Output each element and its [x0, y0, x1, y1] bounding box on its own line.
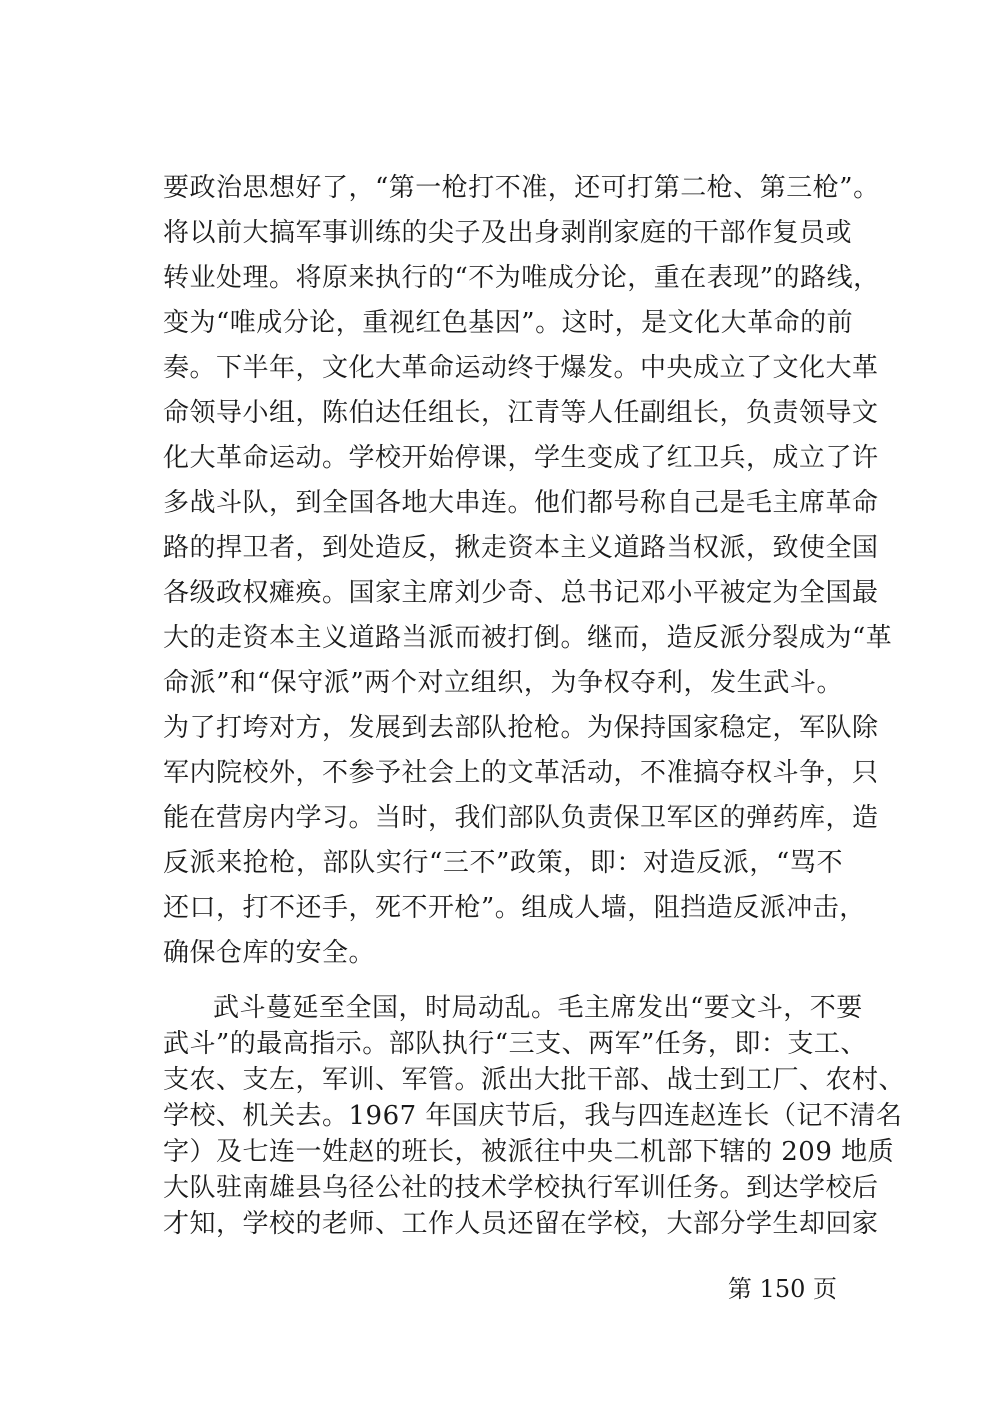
- text-line: 才知，学校的老师、工作人员还留在学校，大部分学生却回家: [163, 1209, 879, 1239]
- text-line: 军内院校外，不参予社会上的文革活动，不准搞夺权斗争，只: [163, 758, 879, 788]
- text-line: 转业处理。将原来执行的“不为唯成分论，重在表现”的路线，: [163, 263, 880, 293]
- text-line: 路的捍卫者，到处造反，揪走资本主义道路当权派，致使全国: [163, 533, 879, 563]
- text-line: 命派”和“保守派”两个对立组织，为争权夺利，发生武斗。: [163, 668, 843, 698]
- text-line: 字）及七连一姓赵的班长，被派往中央二机部下辖的 209 地质: [163, 1137, 895, 1167]
- page-number: 第 150 页: [727, 1275, 837, 1303]
- text-line: 学校、机关去。1967 年国庆节后，我与四连赵连长（记不清名: [163, 1101, 903, 1131]
- text-line: 武斗”的最高指示。部队执行“三支、两军”任务，即：支工、: [163, 1029, 867, 1059]
- text-line: 化大革命运动。学校开始停课，学生变成了红卫兵，成立了许: [163, 443, 879, 473]
- text-line: 大的走资本主义道路当派而被打倒。继而，造反派分裂成为“革: [163, 623, 893, 653]
- text-line: 还口，打不还手，死不开枪”。组成人墙，阻挡造反派冲击，: [163, 893, 866, 923]
- text-line: 支农、支左，军训、军管。派出大批干部、战士到工厂、农村、: [163, 1065, 906, 1095]
- text-line: 武斗蔓延至全国，时局动乱。毛主席发出“要文斗，不要: [213, 993, 863, 1023]
- text-line: 能在营房内学习。当时，我们部队负责保卫军区的弹药库，造: [163, 803, 879, 833]
- text-line: 要政治思想好了，“第一枪打不准，还可打第二枪、第三枪”。: [163, 173, 880, 203]
- text-line: 各级政权瘫痪。国家主席刘少奇、总书记邓小平被定为全国最: [163, 578, 879, 608]
- text-line: 奏。下半年，文化大革命运动终于爆发。中央成立了文化大革: [163, 353, 879, 383]
- text-line: 命领导小组，陈伯达任组长，江青等人任副组长，负责领导文: [163, 398, 879, 428]
- text-line: 为了打垮对方，发展到去部队抢枪。为保持国家稳定，军队除: [163, 713, 879, 743]
- text-line: 反派来抢枪，部队实行“三不”政策，即：对造反派，“骂不: [163, 848, 843, 878]
- text-line: 确保仓库的安全。: [163, 938, 376, 968]
- text-line: 变为“唯成分论，重视红色基因”。这时，是文化大革命的前: [163, 308, 854, 338]
- text-line: 将以前大搞军事训练的尖子及出身剥削家庭的干部作复员或: [163, 218, 853, 248]
- text-line: 多战斗队，到全国各地大串连。他们都号称自己是毛主席革命: [163, 488, 879, 518]
- text-line: 大队驻南雄县乌径公社的技术学校执行军训任务。到达学校后: [163, 1173, 879, 1203]
